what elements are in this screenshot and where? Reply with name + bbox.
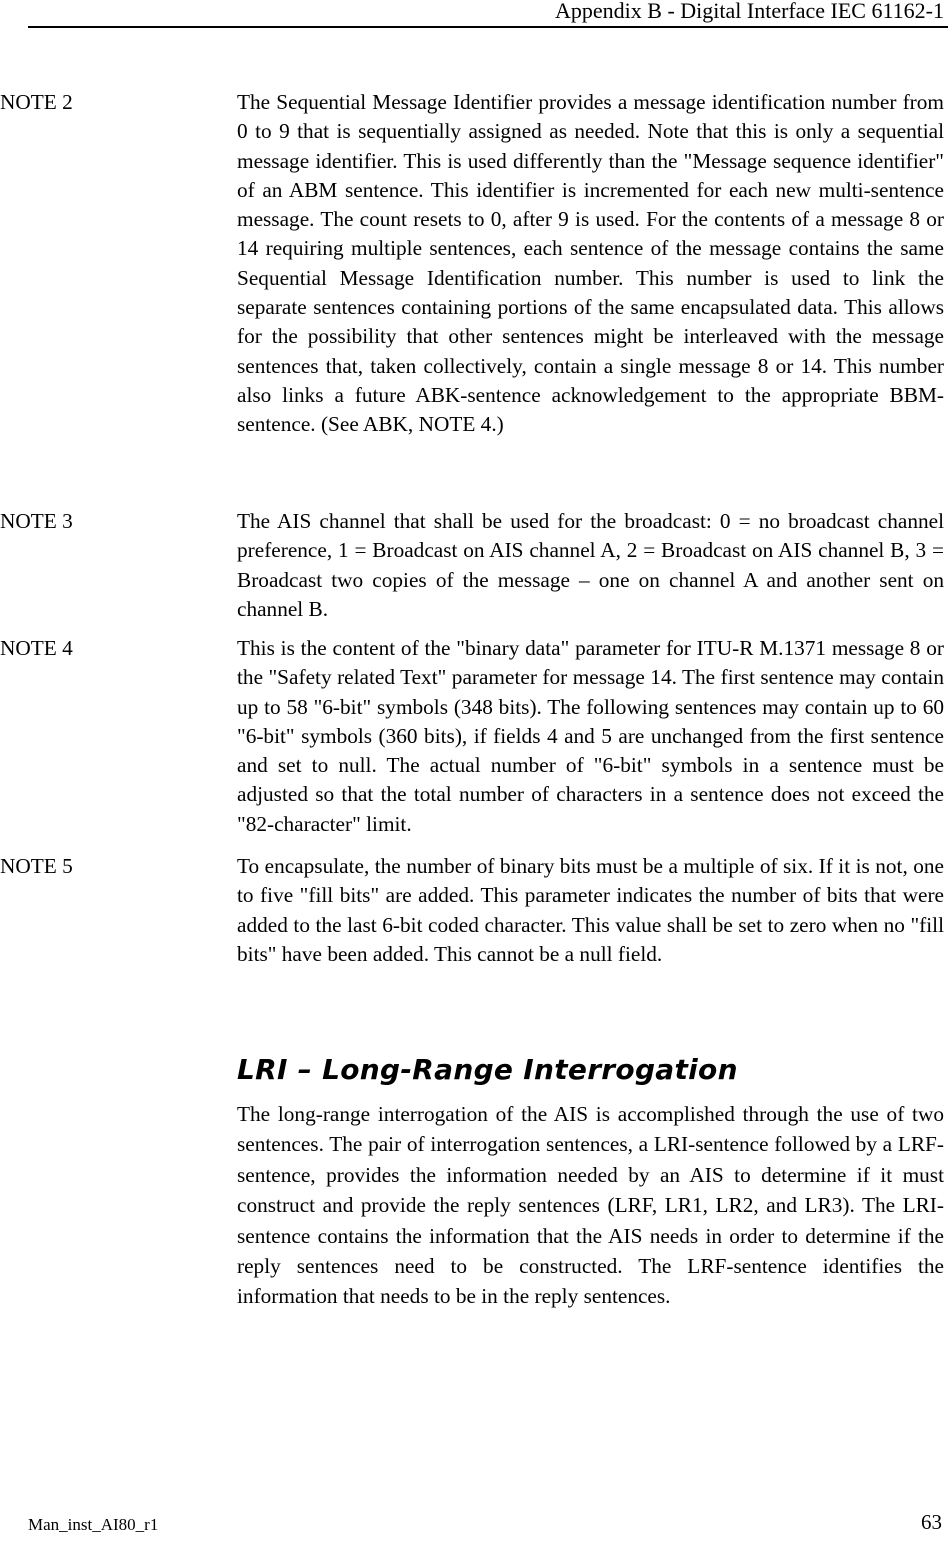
section-paragraph: The long-range interrogation of the AIS is accomplished through the use of two sentences. The pair of interrogation sentences, a LRI-sentence followed by a LRF-sentence, provides the information needed by an AIS to determine if it must construct and provide the reply sentences (LRF, LR1, LR2, and LR3). The LRI-sentence contains the information that the AIS needs in order to determine if the reply sentences need to be constructed. The LRF-sentence identifies the information that needs to be in the reply sentences.: [237, 1102, 944, 1309]
page-number: 63: [921, 1510, 942, 1534]
note-label: NOTE 4: [0, 636, 73, 660]
note-text: The AIS channel that shall be used for the broadcast: 0 = no broadcast channel preference, 1 = Broadcast on AIS channel A, 2 = Broadcast on AIS channel B, 3 = Broadcast two copies of the message – one on channel A and another sent on channel B.: [237, 509, 944, 621]
note-label: NOTE 2: [0, 90, 73, 114]
note-text: The Sequential Message Identifier provides a message identification number from 0 to 9 that is sequentially assigned as needed. Note that this is only a sequential message identifier. This is used differently than the "Message sequence identifier" of an ABM sentence. This identifier is incremented for each new multi-sentence message. The count resets to 0, after 9 is used. For the contents of a message 8 or 14 requiring multiple sentences, each sentence of the message contains the same Sequential Message Identification number. This number is used to link the separate sentences containing portions of the same encapsulated data. This allows for the possibility that other sentences might be interleaved with the message sentences that, taken collectively, contain a single message 8 or 14. This number also links a future ABK-sentence acknowledgement to the appropriate BBM-sentence. (See ABK, NOTE 4.): [237, 90, 944, 437]
note-label: NOTE 3: [0, 509, 73, 533]
note-text: This is the content of the "binary data" parameter for ITU-R M.1371 message 8 or the "Safety related Text" parameter for message 14. The first sentence may contain up to 58 "6-bit" symbols (348 bits). The following sentences may contain up to 60 "6-bit" symbols (360 bits), if fields 4 and 5 are unchanged from the first sentence and set to null. The actual number of "6-bit" symbols in a sentence must be adjusted so that the total number of characters in a sentence does not exceed the "82-character" limit.: [237, 636, 944, 836]
section-heading: LRI – Long-Range Interrogation: [237, 1053, 738, 1086]
page-header: [28, 0, 948, 28]
note-label: NOTE 5: [0, 854, 73, 878]
footer-doc-id: Man_inst_AI80_r1: [28, 1515, 159, 1534]
header-title: Appendix B - Digital Interface IEC 61162-1: [555, 0, 944, 23]
note-text: To encapsulate, the number of binary bits must be a multiple of six. If it is not, one to five "fill bits" are added. This parameter indicates the number of bits that were added to the last 6-bit coded character. This value shall be set to zero when no "fill bits" have been added. This cannot be a null field.: [237, 854, 944, 966]
